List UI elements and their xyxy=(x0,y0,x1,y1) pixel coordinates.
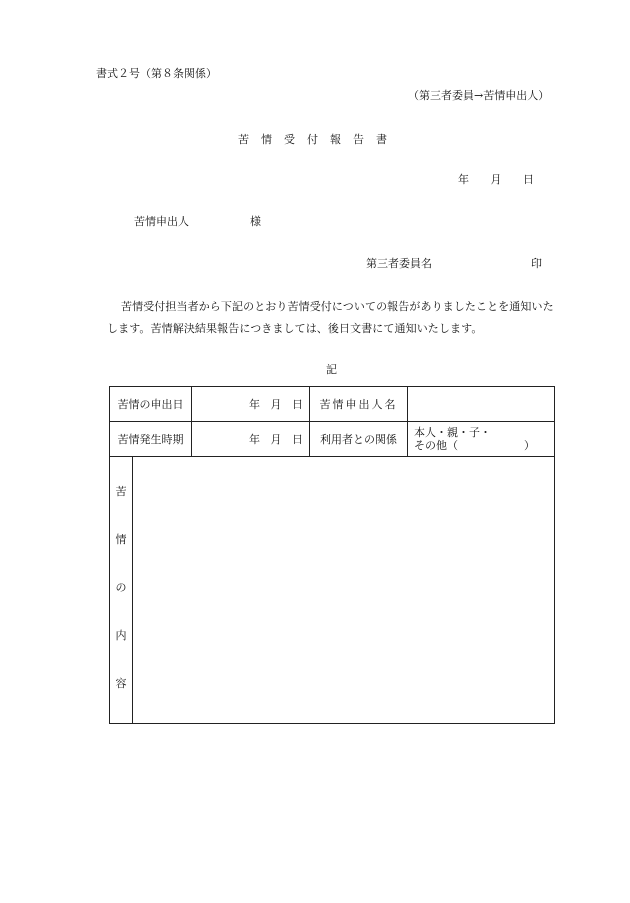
form-id: 書式２号（第８条関係） xyxy=(96,67,217,80)
third-party-member-label: 第三者委員名 xyxy=(366,257,432,270)
seal-mark: 印 xyxy=(531,257,542,270)
relationship-options-line2: その他（ ） xyxy=(414,439,535,452)
date-line: 年 月 日 xyxy=(458,173,534,186)
complaint-content-field[interactable] xyxy=(133,457,555,724)
notice-body-text: 苦情受付担当者から下記のとおり苦情受付についての報告がありましたことを通知いたします。苦情解決結果報告につきましては、後日文書にて通知いたします。 xyxy=(107,300,554,335)
complainant-honorific: 様 xyxy=(250,215,261,228)
complaint-content-label: 苦 情 の 内 容 xyxy=(110,457,133,724)
complaint-date-field[interactable]: 年 月 日 xyxy=(192,387,310,422)
addressee: （第三者委員→苦情申出人） xyxy=(408,89,550,102)
ki-heading: 記 xyxy=(326,363,337,376)
table-row xyxy=(110,422,555,457)
table-row xyxy=(110,457,555,724)
relationship-label: 利用者との関係 xyxy=(310,422,408,457)
occurrence-period-label: 苦情発生時期 xyxy=(110,422,192,457)
complaint-info-table xyxy=(109,386,555,724)
table-row xyxy=(110,387,555,422)
relationship-options-line1: 本人・親・子・ xyxy=(414,426,491,439)
occurrence-date-field[interactable]: 年 月 日 xyxy=(192,422,310,457)
relationship-options[interactable] xyxy=(408,422,555,457)
document-title: 苦情受付報告書 xyxy=(238,133,399,146)
complaint-date-label: 苦情の申出日 xyxy=(110,387,192,422)
complainant-label: 苦情申出人 xyxy=(134,215,189,228)
complainant-name-field[interactable] xyxy=(408,387,555,422)
complainant-name-label: 苦情申出人名 xyxy=(310,387,408,422)
